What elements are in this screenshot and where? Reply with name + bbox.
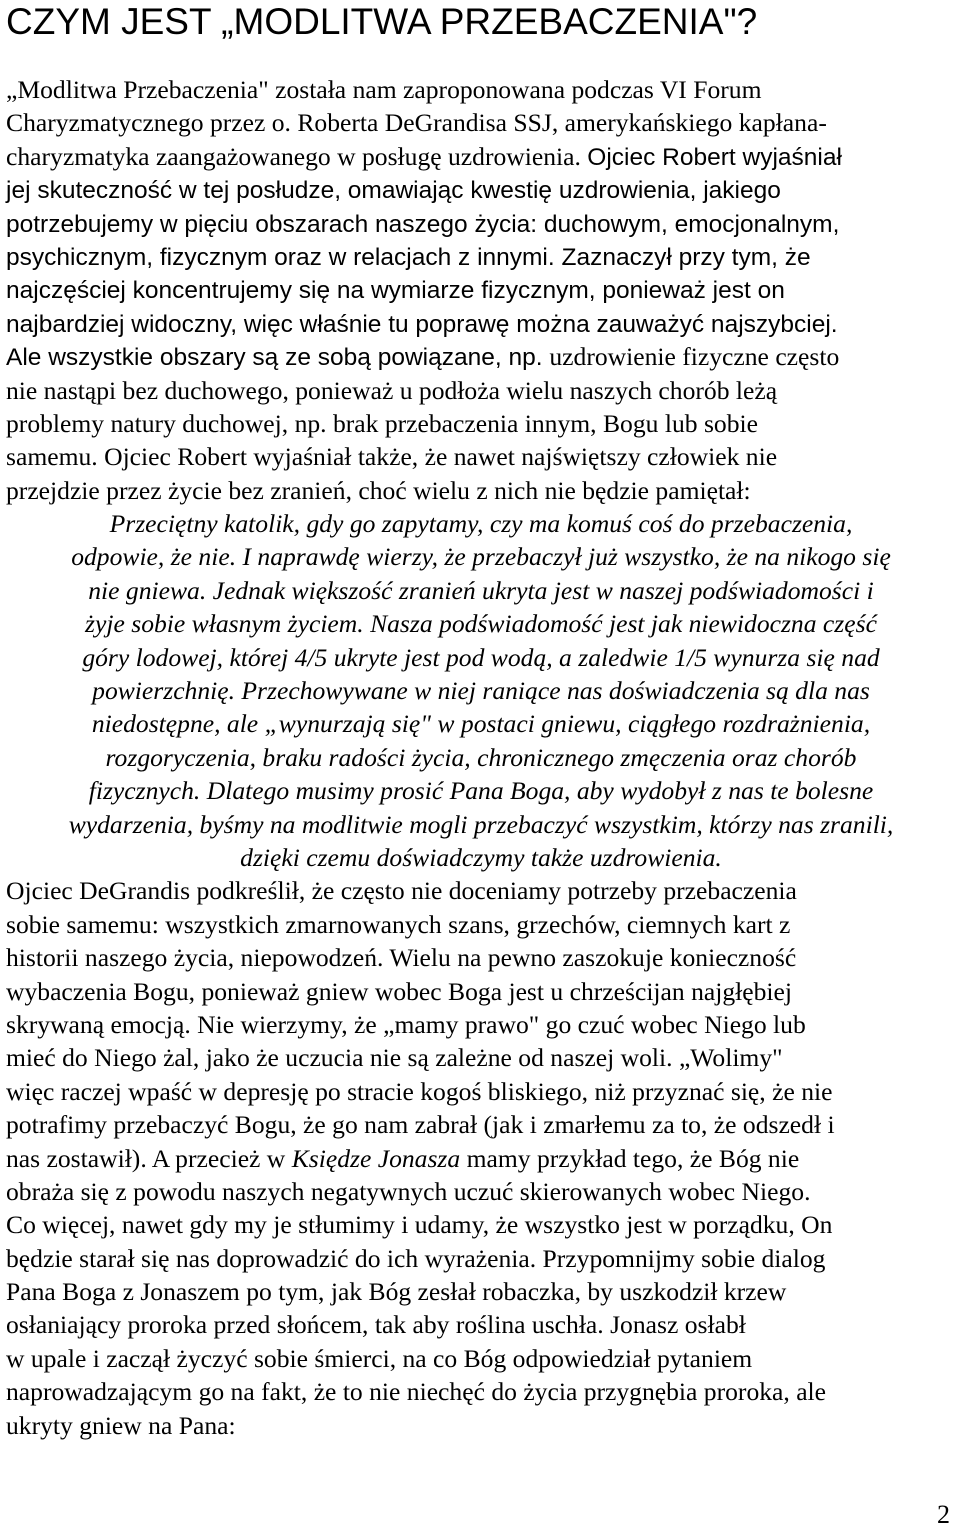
intro-text: potrzebujemy w pięciu obszarach naszego życia: duchowym, emocjonalnym, (6, 210, 840, 238)
degrandis-line (6, 1075, 956, 1108)
paragraph-intro (6, 73, 956, 507)
intro-text: Ojciec Robert wyjaśniał (587, 143, 842, 171)
intro-line (6, 273, 956, 306)
quote-line: Przeciętny katolik, gdy go zapytamy, czy ma komuś coś do przebaczenia, (109, 509, 853, 539)
degrandis-text: osłaniający proroka przed słońcem, tak aby roślina uschła. Jonasz osłabł (6, 1310, 746, 1340)
quote-line: powierzchnię. Przechowywane w niej raniące nas doświadczenia są dla nas (92, 676, 870, 706)
degrandis-line (6, 1175, 956, 1208)
quote-line: żyje sobie własnym życiem. Nasza podświadomość jest jak niewidoczna część (85, 609, 877, 639)
degrandis-line (6, 1275, 956, 1308)
paragraph-degrandis (6, 874, 956, 1442)
page-title: CZYM JEST „MODLITWA PRZEBACZENIA"? (6, 1, 758, 42)
intro-text: uzdrowienie fizyczne często (549, 342, 840, 372)
quote-line: niedostępne, ale „wynurzają się" w postaci gniewu, ciągłego rozdrażnienia, (91, 709, 871, 739)
intro-line (6, 374, 956, 407)
quote-block (6, 507, 956, 874)
article-body (6, 73, 956, 1442)
intro-text: Zaznaczył przy tym, że (561, 243, 811, 271)
intro-text: przejdzie przez życie bez zranień, choć wielu z nich nie będzie pamiętał: (6, 475, 751, 505)
intro-line (6, 140, 956, 173)
intro-text: jej skuteczność w tej posłudze, omawiając kwestię uzdrowienia, jakiego (6, 177, 781, 205)
degrandis-text: będzie starał się nas doprowadzić do ich wyrażenia. Przypomnijmy sobie dialog (6, 1243, 826, 1273)
degrandis-line (6, 908, 956, 941)
intro-text: problemy natury duchowej, np. brak przebaczenia innym, Bogu lub sobie (6, 408, 758, 438)
intro-line (6, 173, 956, 206)
intro-line (6, 440, 956, 473)
degrandis-line (6, 975, 956, 1008)
degrandis-text: Księdze Jonasza (291, 1143, 461, 1173)
intro-line (6, 407, 956, 440)
intro-line (6, 340, 956, 373)
degrandis-line (6, 874, 956, 907)
degrandis-text: sobie samemu: wszystkich zmarnowanych szans, grzechów, ciemnych kart z (6, 909, 791, 939)
degrandis-line (6, 1041, 956, 1074)
intro-line (6, 240, 956, 273)
intro-line (6, 307, 956, 340)
degrandis-text: nas zostawił). A przecież w (6, 1143, 292, 1173)
degrandis-line (6, 1342, 956, 1375)
intro-text: charyzmatyka zaangażowanego w posługę uzdrowienia. (6, 141, 588, 171)
degrandis-line (6, 1308, 956, 1341)
quote-line: rozgoryczenia, braku radości życia, chronicznego zmęczenia oraz chorób (105, 742, 857, 772)
degrandis-text: Co więcej, nawet gdy my je stłumimy i udamy, że wszystko jest w porządku, On (6, 1210, 833, 1240)
degrandis-text: Pana Boga z Jonaszem po tym, jak Bóg zesłał robaczka, by uszkodził krzew (6, 1277, 787, 1307)
quote-line: nie gniewa. Jednak większość zranień ukryta jest w naszej podświadomości i (88, 575, 874, 605)
degrandis-text: potrafimy przebaczyć Bogu, że go nam zabrał (jak i zmarłemu za to, że odszedł i (6, 1110, 835, 1140)
intro-text: Ale wszystkie obszary są ze sobą powiązane, np. (6, 344, 550, 372)
quote-line: góry lodowej, której 4/5 ukryte jest pod wodą, a zaledwie 1/5 wynurza się nad (82, 642, 880, 672)
intro-text: nie nastąpi bez duchowego, ponieważ u podłoża wielu naszych chorób leżą (6, 375, 778, 405)
quote-line: odpowie, że nie. I naprawdę wierzy, że przebaczył już wszystko, że na nikogo się (71, 542, 891, 572)
degrandis-text: Ojciec DeGrandis podkreślił, że często nie doceniamy potrzeby przebaczenia (6, 876, 797, 906)
degrandis-text: mieć do Niego żal, jako że uczucia nie są zależne od naszej woli. „Wolimy" (6, 1043, 783, 1073)
degrandis-line (6, 1208, 956, 1241)
degrandis-text: więc raczej wpaść w depresję po stracie kogoś bliskiego, niż przyznać się, że nie (6, 1076, 833, 1106)
degrandis-text: ukryty gniew na Pana: (6, 1410, 236, 1440)
intro-text: psychicznym, fizycznym oraz w relacjach z innymi. (6, 243, 562, 271)
degrandis-line (6, 1242, 956, 1275)
quote-line: fizycznych. Dlatego musimy prosić Pana Boga, aby wydobył z nas te bolesne (88, 776, 874, 806)
intro-line (6, 73, 956, 106)
degrandis-line (6, 1008, 956, 1041)
page-number: 2 (937, 1500, 950, 1529)
intro-text: najczęściej koncentrujemy się na wymiarze fizycznym, ponieważ jest on (6, 277, 785, 305)
intro-text: najbardziej widoczny, więc właśnie tu poprawę można zauważyć najszybciej. (6, 310, 838, 338)
degrandis-line (6, 1108, 956, 1141)
degrandis-text: skrywaną emocją. Nie wierzymy, że „mamy prawo" go czuć wobec Niego lub (6, 1009, 806, 1039)
intro-line (6, 106, 956, 139)
quote-line: wydarzenia, byśmy na modlitwie mogli przebaczyć wszystkim, którzy nas zranili, (68, 809, 894, 839)
degrandis-text: obraża się z powodu naszych negatywnych uczuć skierowanych wobec Niego. (6, 1176, 811, 1206)
intro-line (6, 207, 956, 240)
degrandis-text: mamy przykład tego, że Bóg nie (460, 1143, 800, 1173)
degrandis-line (6, 1409, 956, 1442)
degrandis-text: naprowadzającym go na fakt, że to nie niechęć do życia przygnębia proroka, ale (6, 1377, 827, 1407)
intro-text: Charyzmatycznego przez o. Roberta DeGrandisa SSJ, amerykańskiego kapłana- (6, 108, 827, 138)
degrandis-line (6, 1142, 956, 1175)
intro-line (6, 474, 956, 507)
degrandis-text: historii naszego życia, niepowodzeń. Wielu na pewno zaszokuje konieczność (6, 943, 797, 973)
intro-text: samemu. Ojciec Robert wyjaśniał także, że nawet najświętszy człowiek nie (6, 442, 778, 472)
intro-text: „Modlitwa Przebaczenia" została nam zaproponowana podczas VI Forum (6, 75, 762, 104)
degrandis-line (6, 1375, 956, 1408)
quote-line: dzięki czemu doświadczymy także uzdrowienia. (240, 842, 722, 872)
degrandis-text: w upale i zaczął życzyć sobie śmierci, na co Bóg odpowiedział pytaniem (6, 1343, 753, 1373)
degrandis-text: wybaczenia Bogu, ponieważ gniew wobec Boga jest u chrześcijan najgłębiej (6, 976, 793, 1006)
degrandis-line (6, 941, 956, 974)
